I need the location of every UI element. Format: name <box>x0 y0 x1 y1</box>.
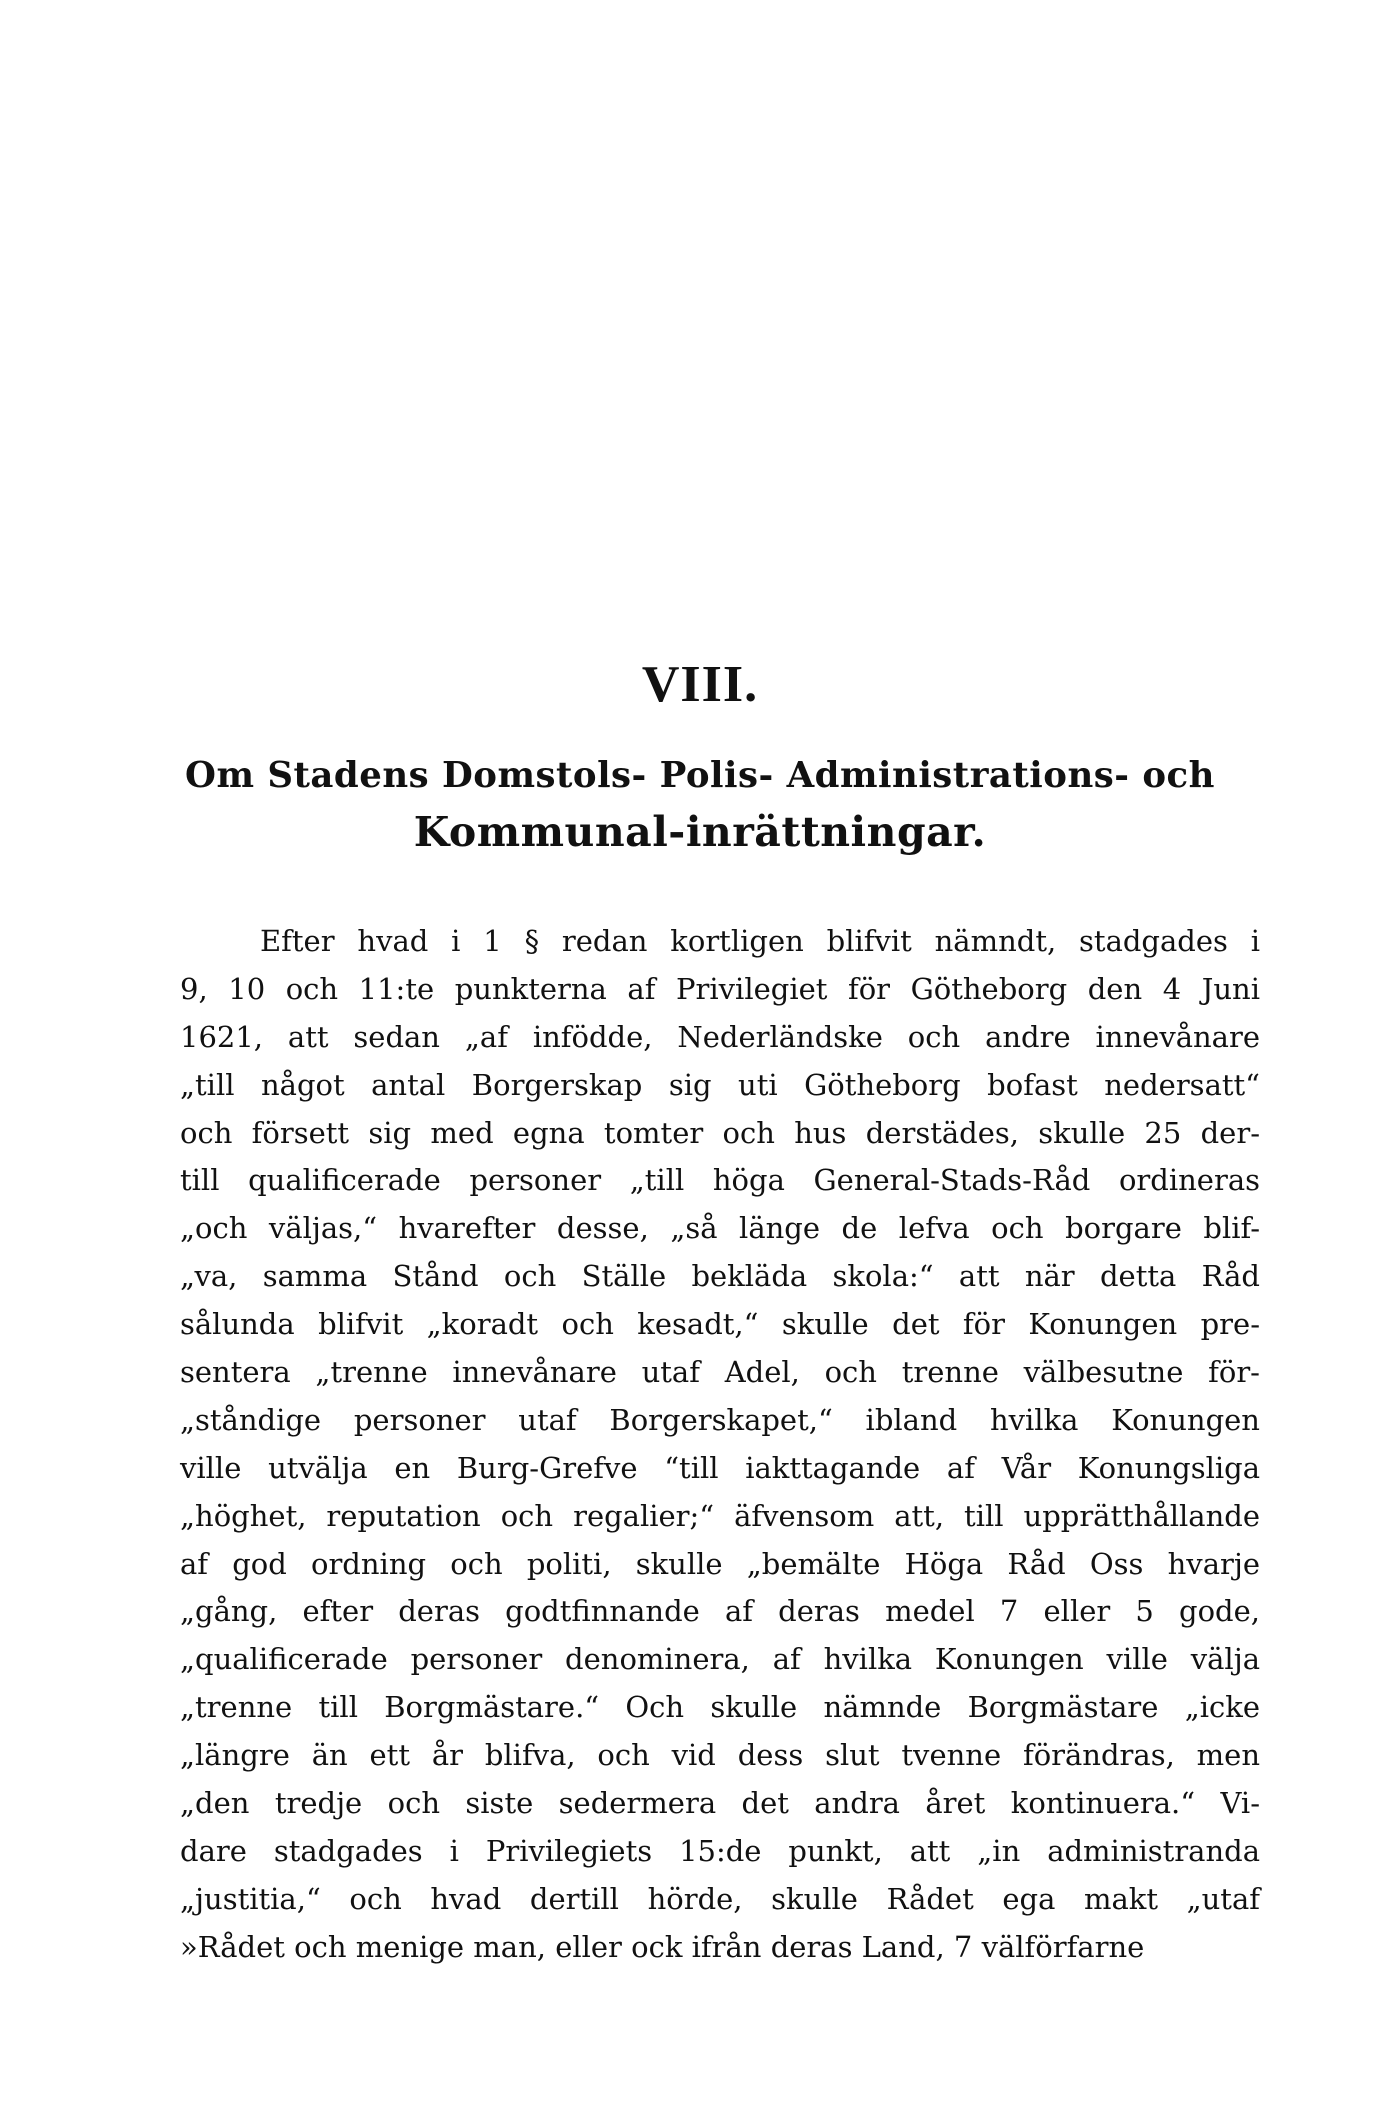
text-line: sålunda blifvit „koradt och kesadt,“ skulle det för Konungen pre- <box>180 1307 1260 1342</box>
text-line: „justitia,“ och hvad dertill hörde, skulle Rådet ega makt „utaf <box>180 1881 1260 1916</box>
text-line: „och väljas,“ hvarefter desse, „så länge de lefva och borgare blif- <box>180 1211 1260 1246</box>
text-line: 1621, att sedan „af infödde, Nederländske och andre innevånare <box>180 1019 1260 1054</box>
chapter-title <box>180 748 1220 860</box>
text-line: till qualificerade personer „till höga General-Stads-Råd ordineras <box>180 1163 1260 1198</box>
chapter-title-line: Kommunal-inrättningar. <box>413 808 987 856</box>
text-line: ville utvälja en Burg-Grefve “till iakttagande af Vår Konungsliga <box>180 1450 1260 1485</box>
text-line: dare stadgades i Privilegiets 15:de punkt, att „in administranda <box>180 1833 1260 1868</box>
text-line: „den tredje och siste sedermera det andra året kontinuera.“ Vi- <box>180 1786 1260 1821</box>
text-line: „till något antal Borgerskap sig uti Götheborg bofast nedersatt“ <box>180 1067 1260 1102</box>
text-line: „längre än ett år blifva, och vid dess slut tvenne förändras, men <box>180 1738 1260 1773</box>
text-line: „gång, efter deras godtfinnande af deras medel 7 eller 5 gode, <box>180 1594 1260 1629</box>
text-line: 9, 10 och 11:te punkterna af Privilegiet för Götheborg den 4 Juni <box>180 971 1260 1006</box>
body-paragraph <box>180 918 1260 1972</box>
text-line: »Rådet och menige man, eller ock ifrån deras Land, 7 välförfarne <box>180 1929 1145 1964</box>
text-line: „va, samma Stånd och Ställe bekläda skola:“ att när detta Råd <box>180 1259 1260 1294</box>
chapter-number: VIII. <box>641 656 759 713</box>
text-line: „ståndige personer utaf Borgerskapet,“ ibland hvilka Konungen <box>180 1402 1260 1437</box>
text-line: af god ordning och politi, skulle „bemälte Höga Råd Oss hvarje <box>180 1546 1260 1581</box>
text-line: Efter hvad i 1 § redan kortligen blifvit nämndt, stadgades i <box>260 924 1260 958</box>
text-line: „höghet, reputation och regalier;“ äfvensom att, till upprätthållande <box>180 1498 1260 1533</box>
text-line: och försett sig med egna tomter och hus derstädes, skulle 25 der- <box>180 1115 1260 1150</box>
text-line: „qualificerade personer denominera, af hvilka Konungen ville välja <box>180 1642 1260 1677</box>
text-line: sentera „trenne innevånare utaf Adel, och trenne välbesutne för- <box>180 1355 1260 1390</box>
text-line: „trenne till Borgmästare.“ Och skulle nämnde Borgmästare „icke <box>180 1690 1260 1725</box>
chapter-title-line: Om Stadens Domstols- Polis- Administrations- och <box>185 755 1215 796</box>
